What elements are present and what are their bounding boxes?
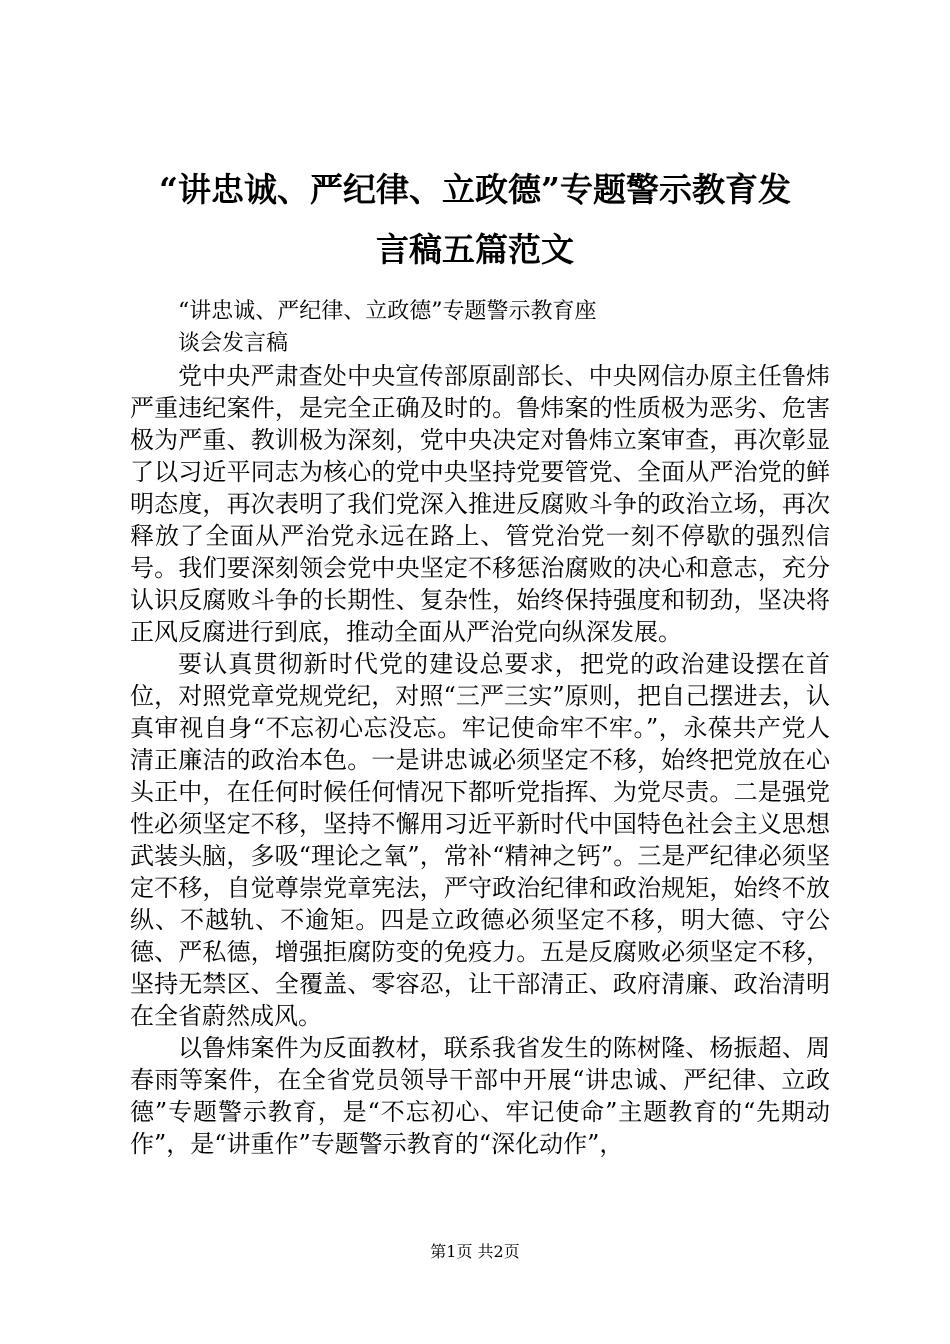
title-line-1: “讲忠诚、严纪律、立政德”专题警示教育发: [159, 170, 791, 209]
document-body: [130, 360, 830, 1160]
paragraph-2: 要认真贯彻新时代党的建设总要求，把党的政治建设摆在首位，对照党章党规党纪，对照“三严三实”原则，把自己摆进去，认真审视自身“不忘初心忘没忘。牢记使命牢不牢。”，永葆共产党人清正廉洁的政治本色。一是讲忠诚必须坚定不移，始终把党放在心头正中，在任何时候任何情况下都听党指挥、为党尽责。二是强党性必须坚定不移，坚持不懈用习近平新时代中国特色社会主义思想武装头脑，多吸“理论之氧”，常补“精神之钙”。三是严纪律必须坚定不移，自觉尊崇党章宪法，严守政治纪律和政治规矩，始终不放纵、不越轨、不逾矩。四是立政德必须坚定不移，明大德、守公德、严私德，增强拒腐防变的免疫力。五是反腐败必须坚定不移，坚持无禁区、全覆盖、零容忍，让干部清正、政府清廉、政治清明在全省蔚然成风。: [130, 650, 830, 1030]
document-subtitle: [178, 296, 798, 360]
paragraph-1: 党中央严肃查处中央宣传部原副部长、中央网信办原主任鲁炜严重违纪案件，是完全正确及时的。鲁炜案的性质极为恶劣、危害极为严重、教训极为深刻，党中央决定对鲁炜立案审查，再次彰显了以习近平同志为核心的党中央坚持党要管党、全面从严治党的鲜明态度，再次表明了我们党深入推进反腐败斗争的政治立场，再次释放了全面从严治党永远在路上、管党治党一刻不停歇的强烈信号。我们要深刻领会党中央坚定不移惩治腐败的决心和意志，充分认识反腐败斗争的长期性、复杂性，始终保持强度和韧劲，坚决将正风反腐进行到底，推动全面从严治党向纵深发展。: [130, 362, 830, 646]
subtitle-line-2: 谈会发言稿: [178, 331, 289, 356]
document-title: [120, 160, 830, 280]
page-footer: 第1页 共2页: [430, 1242, 520, 1261]
title-line-2: 言稿五篇范文: [376, 230, 574, 269]
paragraph-3: 以鲁炜案件为反面教材，联系我省发生的陈树隆、杨振超、周春雨等案件，在全省党员领导干部中开展“讲忠诚、严纪律、立政德”专题警示教育，是“不忘初心、牢记使命”主题教育的“先期动作”，是“讲重作”专题警示教育的“深化动作”，: [130, 1034, 830, 1158]
subtitle-line-1: “讲忠诚、严纪律、立政德”专题警示教育座: [178, 299, 597, 324]
